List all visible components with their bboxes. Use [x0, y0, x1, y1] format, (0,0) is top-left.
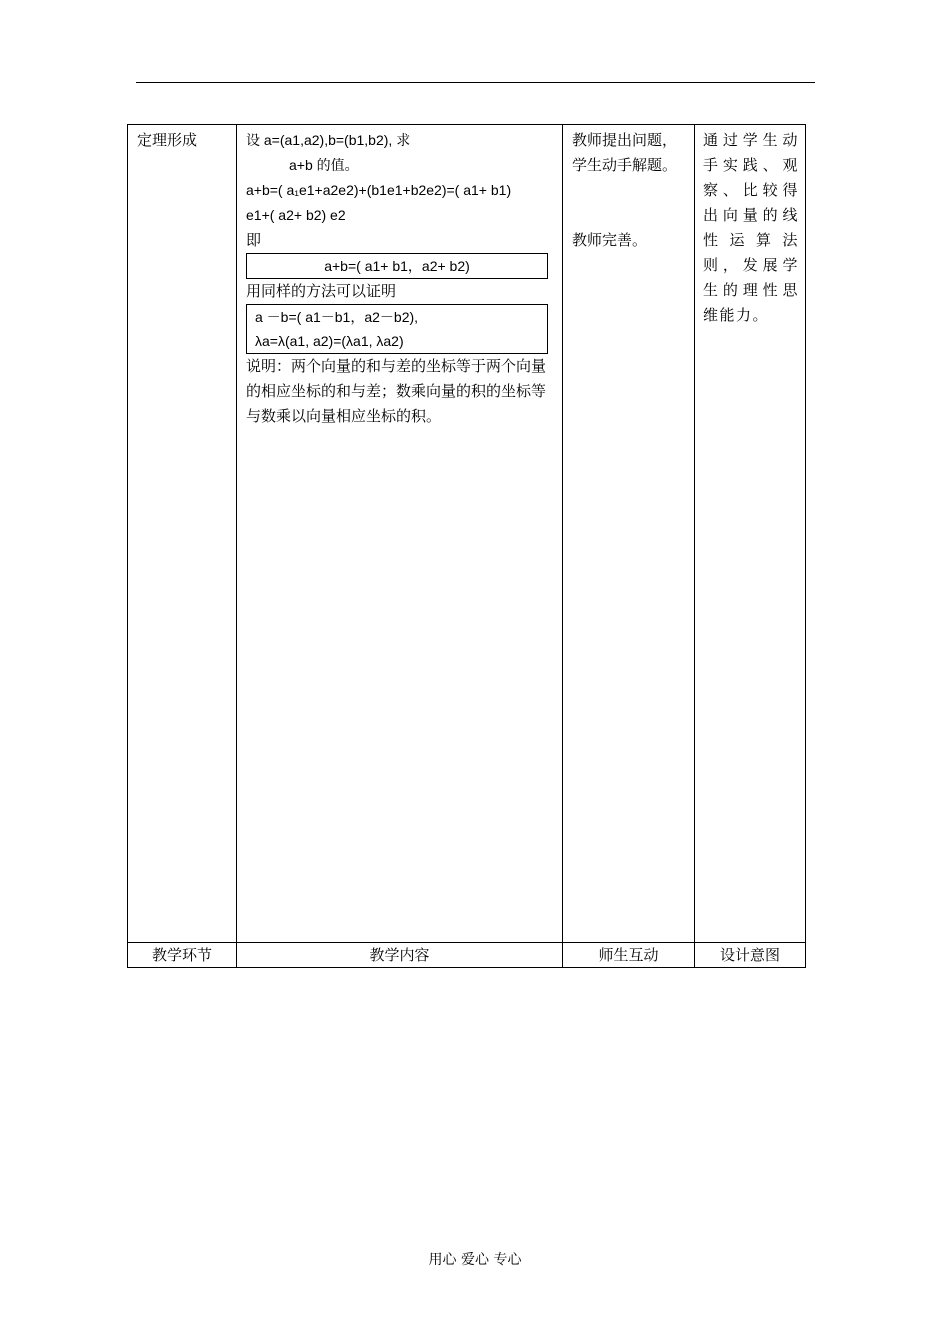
header-content: 教学内容	[237, 943, 563, 968]
lesson-table	[127, 124, 806, 968]
header-intent: 设计意图	[695, 943, 806, 968]
content-line: e1+( a2+ b2) e2	[246, 207, 346, 223]
table-row	[128, 125, 806, 943]
stage-label: 定理形成	[137, 131, 198, 149]
content-line: a+b=( a₁e1+a2e2)+(b1e1+b2e2)=( a1+ b1)	[246, 182, 512, 198]
header-stage: 教学环节	[128, 943, 237, 968]
stage-cell	[128, 125, 237, 943]
interaction-cell	[563, 125, 695, 943]
content-cell	[237, 125, 563, 943]
content-line: a+b 的值。	[289, 157, 359, 173]
header-interaction: 师生互动	[563, 943, 695, 968]
content-line: 用同样的方法可以证明	[246, 282, 397, 300]
page-footer: 用心 爱心 专心	[428, 1252, 522, 1268]
explanation-text: 说明：两个向量的和与差的坐标等于两个向量的相应坐标的和与差；数乘向量的积的坐标等与数乘以向量相应坐标的积。	[246, 357, 547, 425]
content-line: 即	[246, 231, 262, 249]
formula-line: λa=λ(a1, a2)=(λa1, λa2)	[255, 333, 404, 349]
formula-line: a －b=( a1－b1，a2－b2),	[255, 309, 419, 325]
intent-cell	[695, 125, 806, 943]
table-header-row	[128, 943, 806, 968]
interaction-text: 教师提出问题，学生动手解题。	[572, 131, 678, 174]
formula-box-diff-scalar	[246, 304, 548, 354]
interaction-text: 教师完善。	[572, 231, 648, 249]
formula-box-sum: a+b=( a1+ b1，a2+ b2)	[246, 253, 548, 279]
content-line: 设 a=(a1,a2),b=(b1,b2), 求	[246, 132, 411, 148]
intent-text: 通过学生动手实践、观察、比较得出向量的线性运算法则，发展学生的理性思维能力。	[703, 131, 799, 324]
header-rule	[136, 82, 815, 83]
